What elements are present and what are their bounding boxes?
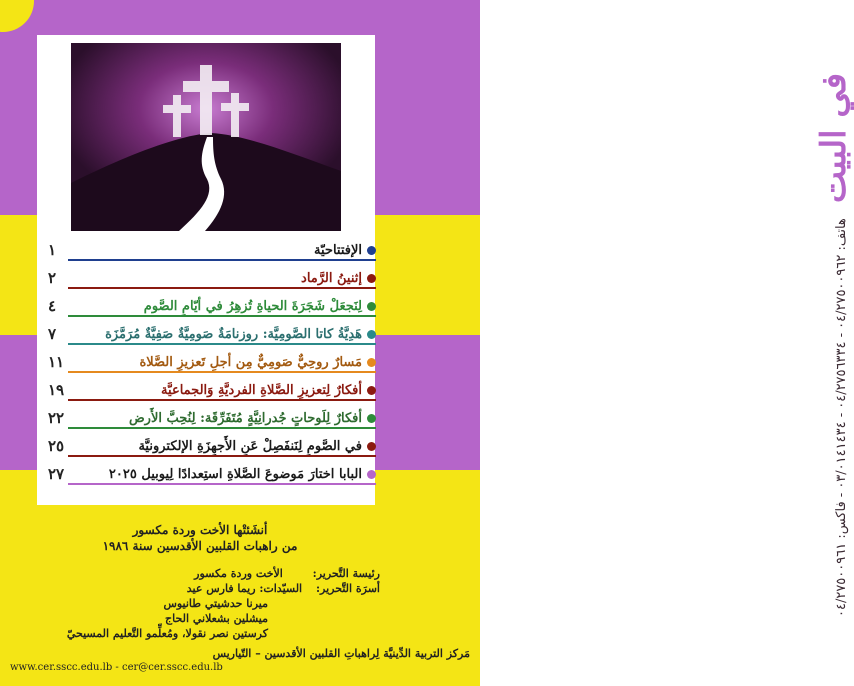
toc-page: ١ (48, 241, 57, 259)
toc-row[interactable] (40, 376, 376, 404)
side-strip (396, 0, 854, 686)
toc-page: ٢٧ (48, 465, 65, 483)
team-member: ميرنا حدشيتي طانيوس (163, 597, 268, 610)
toc-divider (68, 455, 376, 457)
cover-image (71, 43, 341, 231)
bullet-icon (367, 330, 376, 339)
dedication-line: أنشَئتْها الأخت وردة مكسور (132, 523, 268, 537)
toc-title: أفكارٌ لِلَوحاتٍ جُدرانِيَّةٍ مُتَفَرِّقَة: لِنُحِبَّ الأَرض (128, 410, 362, 426)
toc-page: ٧ (48, 325, 57, 343)
footer-web[interactable]: www.cer.sscc.edu.lb - cer@cer.sscc.edu.lb (10, 662, 223, 673)
contact-phone: هاتف: ٠٤/٢٧٥٠٠٩٦٢ - ٠٤/٢٧٥٦٣٣٤ - ٠٣/٠١٤١٤٣٤ - فاكس: ٠٤/٢٧٥٠٠٩٦١ (834, 218, 849, 617)
toc-divider (68, 371, 376, 373)
toc-divider (68, 399, 376, 401)
bullet-icon (367, 302, 376, 311)
team-member: كرستين نصر نقولا، ومُعلِّمو التَّعليم المسيحيّ (66, 627, 268, 640)
toc-divider (68, 427, 376, 429)
editor-label: رئيسة التَّحرير: (312, 567, 380, 580)
toc-divider (68, 483, 376, 485)
toc-divider (68, 287, 376, 289)
credits-block (20, 522, 380, 641)
team-member: السيّدات: ريما فارس عيد (186, 582, 303, 595)
bullet-icon (367, 358, 376, 367)
toc-title: هَدِيَّةُ كاتا الصَّومِيَّة: روزنامَةٌ صَومِيَّةٌ صَفِيَّةٌ مُرَمَّزَة (105, 326, 362, 342)
toc-divider (68, 315, 376, 317)
toc-title: أفكارٌ لِتعزيزِ الصَّلاةِ الفرديَّةِ وَالجماعيَّة (161, 382, 362, 398)
toc-title: لِنَجعَلْ شَجَرَةَ الحياةِ تُزهِرُ في أيّامِ الصَّوم (143, 298, 362, 314)
toc-row[interactable] (40, 404, 376, 432)
toc-page: ٢ (48, 269, 57, 287)
editor-row (20, 566, 380, 581)
bullet-icon (367, 274, 376, 283)
side-title-block (814, 73, 854, 617)
toc-page: ١١ (48, 353, 65, 371)
team-label: أسرَة التَّحرير: (315, 582, 380, 595)
team-member: ميشلين بشعلاني الحاج (165, 612, 268, 625)
toc-divider (68, 343, 376, 345)
toc-row[interactable] (40, 432, 376, 460)
magazine-title: في البيت (814, 73, 854, 204)
footer-org: مَركز التربية الدِّينيَّة لِراهباتِ القلبين الأقدسين – التّياريس (212, 647, 470, 660)
toc-title: البابا اختارَ مَوضوعَ الصَّلاةِ استِعدادًا لِيوبيل ٢٠٢٥ (108, 466, 362, 482)
bullet-icon (367, 386, 376, 395)
toc-title: إثنينُ الرَّماد (301, 270, 362, 286)
toc-title: في الصَّومِ لِنَنفَصِلْ عَنِ الأَجهِزَةِ الإلكترونيَّة (138, 438, 362, 454)
toc-page: ١٩ (48, 381, 65, 399)
toc-divider (68, 259, 376, 261)
toc-row[interactable] (40, 320, 376, 348)
toc-row[interactable] (40, 348, 376, 376)
dedication-line: من راهبات القلبين الأقدسين سنة ١٩٨٦ (102, 539, 298, 553)
bullet-icon (367, 246, 376, 255)
toc-row[interactable] (40, 292, 376, 320)
toc-page: ٢٥ (48, 437, 65, 455)
footer (10, 647, 470, 673)
bullet-icon (367, 442, 376, 451)
table-of-contents (40, 236, 376, 488)
three-crosses-on-hill-icon (71, 43, 341, 231)
team-row (20, 581, 380, 596)
toc-page: ٢٢ (48, 409, 65, 427)
toc-row[interactable] (40, 460, 376, 488)
editor-name: الأخت وردة مكسور (194, 567, 283, 580)
toc-row[interactable] (40, 264, 376, 292)
toc-row[interactable] (40, 236, 376, 264)
toc-page: ٤ (48, 297, 57, 315)
toc-title: الإفتتاحيّة (314, 242, 362, 258)
bullet-icon (367, 414, 376, 423)
toc-title: مَسارٌ روحِيٌّ صَومِيٌّ مِن أجلِ تَعزيزِ الصَّلاة (139, 354, 362, 370)
bullet-icon (367, 470, 376, 479)
